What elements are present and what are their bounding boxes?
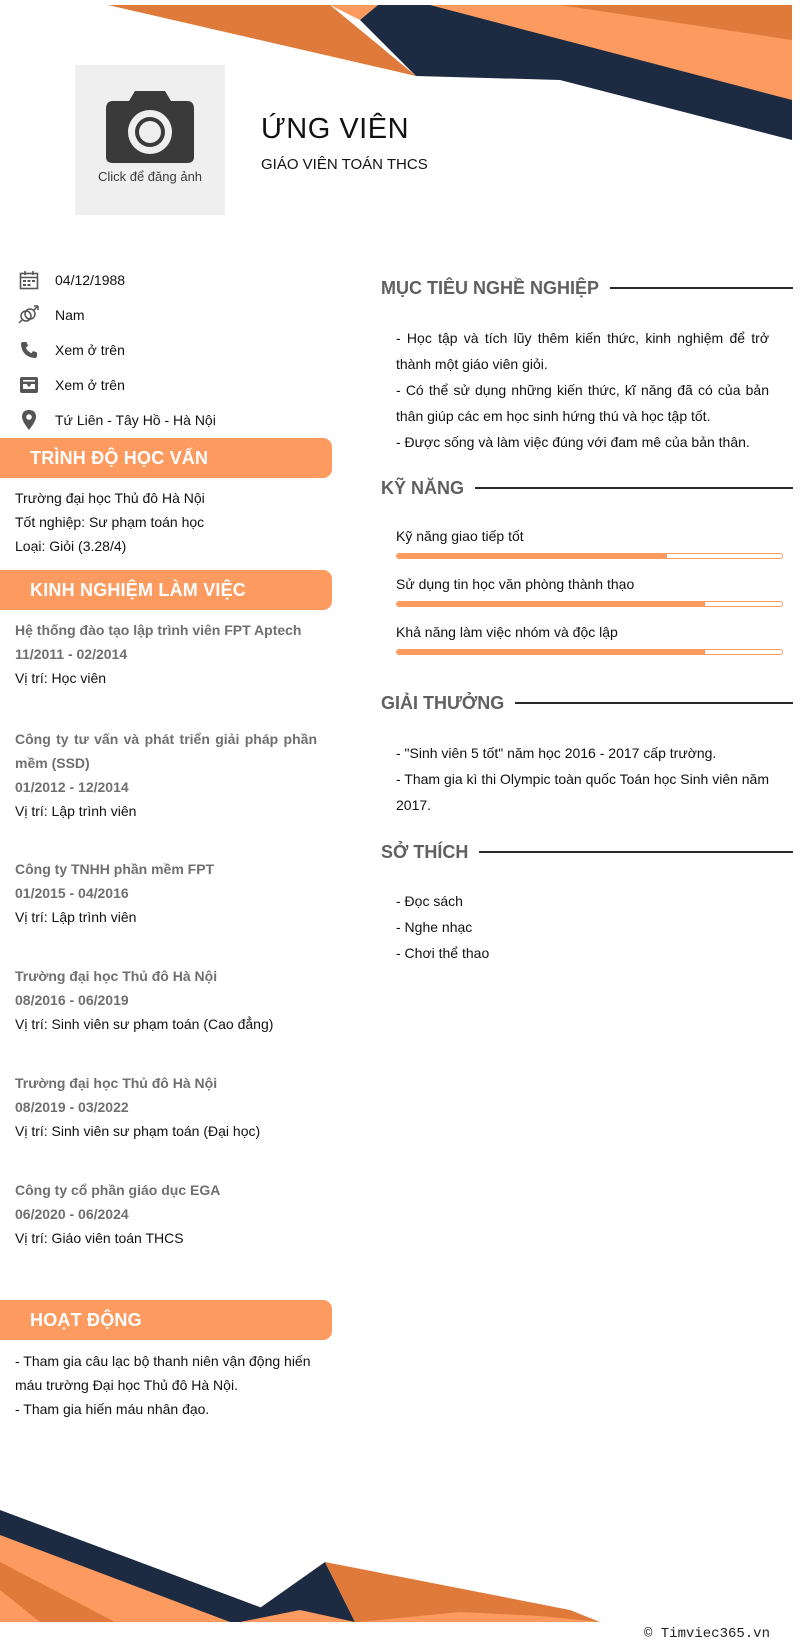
heading-divider: [475, 487, 793, 489]
experience-company: Trường đại học Thủ đô Hà Nội: [15, 968, 218, 984]
activities-heading: HOẠT ĐỘNG: [0, 1300, 332, 1340]
skill-bar-fill: [397, 554, 667, 558]
experience-period: 08/2016 - 06/2019: [15, 992, 129, 1008]
phone-value: Xem ở trên: [55, 342, 125, 358]
skills-heading-text: KỸ NĂNG: [381, 477, 465, 498]
phone-icon: [18, 340, 40, 360]
education-heading: TRÌNH ĐỘ HỌC VẤN: [0, 438, 332, 478]
email-value: Xem ở trên: [55, 377, 125, 393]
experience-item: [15, 857, 317, 929]
education-major: Tốt nghiệp: Sư phạm toán học: [15, 514, 205, 530]
hobbies-list: [396, 888, 769, 966]
skill-bar-fill: [397, 602, 705, 606]
experience-item: [15, 964, 317, 1036]
objective-list: [396, 325, 769, 455]
skill-name: Kỹ năng giao tiếp tốt: [396, 528, 524, 544]
experience-item: [15, 1178, 317, 1250]
experience-period: 06/2020 - 06/2024: [15, 1206, 129, 1222]
education-list: [15, 486, 320, 558]
experience-role: Vị trí: Lập trình viên: [15, 909, 137, 925]
email-row: [18, 374, 125, 396]
objective-line: - Được sống và làm việc đúng với đam mê của bản thân.: [396, 434, 750, 450]
experience-item: [15, 727, 317, 823]
camera-icon: [105, 87, 195, 165]
inbox-icon: [18, 375, 40, 395]
activity-line: - Tham gia hiến máu nhân đạo.: [15, 1401, 210, 1417]
calendar-icon: [18, 270, 40, 290]
gender-row: [18, 304, 85, 326]
hobbies-heading: [381, 839, 793, 865]
map-marker-icon: [18, 410, 40, 430]
activities-list: [15, 1349, 320, 1421]
gender-icon: [18, 305, 40, 325]
birthday-value: 04/12/1988: [55, 272, 126, 288]
objective-heading-text: MỤC TIÊU NGHỀ NGHIỆP: [381, 277, 600, 298]
experience-period: 01/2015 - 04/2016: [15, 885, 129, 901]
heading-divider: [515, 702, 793, 704]
experience-role: Vị trí: Sinh viên sư phạm toán (Cao đẳng): [15, 1016, 274, 1032]
hobby-line: - Nghe nhạc: [396, 919, 473, 935]
objective-heading: [381, 275, 793, 301]
heading-divider: [610, 287, 793, 289]
award-line: - "Sinh viên 5 tốt" năm học 2016 - 2017 cấp trường.: [396, 745, 717, 761]
experience-item: [15, 1071, 317, 1143]
experience-heading: KINH NGHIỆM LÀM VIỆC: [0, 570, 332, 610]
hobbies-heading-text: SỞ THÍCH: [381, 841, 469, 862]
photo-upload[interactable]: [75, 65, 225, 215]
job-title: GIÁO VIÊN TOÁN THCS: [261, 156, 428, 173]
awards-list: [396, 740, 769, 818]
experience-role: Vị trí: Giáo viên toán THCS: [15, 1230, 184, 1246]
experience-period: 11/2011 - 02/2014: [15, 646, 128, 662]
objective-line: - Có thể sử dụng những kiến thức, kĩ năng đã có của bản thân giúp các em học sinh hứng thú và học tập tốt.: [396, 382, 769, 424]
experience-company: Công ty tư vấn và phát triển giải pháp phần mềm (SSD): [15, 731, 317, 771]
experience-period: 08/2019 - 03/2022: [15, 1099, 129, 1115]
skills-heading: [381, 475, 793, 501]
bottom-decoration: [0, 1500, 800, 1625]
phone-row: [18, 339, 125, 361]
skill-name: Sử dụng tin học văn phòng thành thạo: [396, 576, 635, 592]
experience-period: 01/2012 - 12/2014: [15, 779, 129, 795]
heading-divider: [479, 851, 793, 853]
awards-heading: [381, 690, 793, 716]
skill-bar-fill: [397, 650, 705, 654]
address-row: [18, 409, 216, 431]
experience-item: [15, 618, 317, 690]
education-grade: Loại: Giỏi (3.28/4): [15, 538, 127, 554]
address-value: Tứ Liên - Tây Hồ - Hà Nội: [55, 412, 216, 428]
experience-role: Vị trí: Lập trình viên: [15, 803, 137, 819]
skill-bar: [396, 553, 783, 559]
experience-company: Công ty cổ phần giáo dục EGA: [15, 1182, 221, 1198]
skill-item: [396, 624, 783, 655]
award-line: - Tham gia kì thi Olympic toàn quốc Toán học Sinh viên năm 2017.: [396, 771, 770, 813]
skill-bar: [396, 649, 783, 655]
photo-caption: Click để đăng ảnh: [97, 169, 203, 184]
hobby-line: - Chơi thể thao: [396, 945, 490, 961]
experience-company: Trường đại học Thủ đô Hà Nội: [15, 1075, 218, 1091]
skill-item: [396, 576, 783, 607]
activity-line: - Tham gia câu lạc bộ thanh niên vận động hiến máu trường Đại học Thủ đô Hà Nội.: [15, 1353, 311, 1393]
objective-line: - Học tập và tích lũy thêm kiến thức, kinh nghiệm để trở thành một giáo viên giỏi.: [396, 330, 769, 372]
gender-value: Nam: [55, 307, 85, 323]
experience-company: Hệ thống đào tạo lập trình viên FPT Aptech: [15, 622, 302, 638]
skill-bar: [396, 601, 783, 607]
skill-item: [396, 528, 783, 559]
skill-name: Khả năng làm việc nhóm và độc lập: [396, 624, 618, 640]
hobby-line: - Đọc sách: [396, 893, 463, 909]
education-school: Trường đại học Thủ đô Hà Nội: [15, 490, 205, 506]
experience-role: Vị trí: Học viên: [15, 670, 107, 686]
experience-role: Vị trí: Sinh viên sư phạm toán (Đại học): [15, 1123, 261, 1139]
awards-heading-text: GIẢI THƯỞNG: [381, 692, 505, 713]
birthday-row: [18, 269, 125, 291]
watermark: © Timviec365.vn: [643, 1626, 770, 1642]
candidate-name: ỨNG VIÊN: [261, 113, 410, 145]
experience-company: Công ty TNHH phần mềm FPT: [15, 861, 215, 877]
